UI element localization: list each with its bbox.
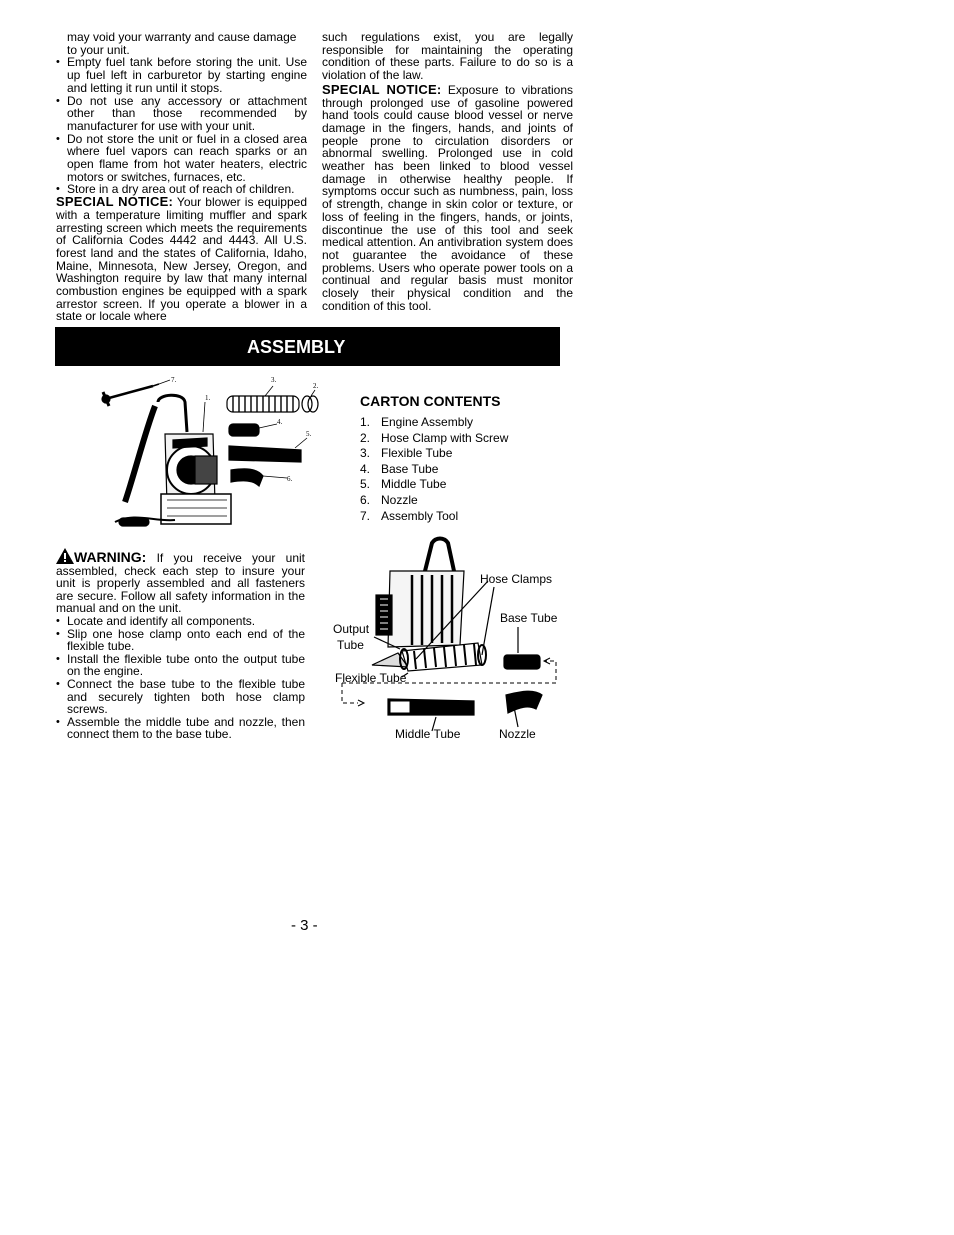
nozzle-icon — [231, 469, 263, 486]
engine-assembly-icon — [115, 395, 231, 526]
warning-block — [56, 548, 305, 741]
warning-text: If you receive your unit assembled, check each step to insure your unit is properly assembled and all fasteners are secure. Follow all safety information in the manual and on the unit. — [56, 551, 305, 616]
callout-label: 7. — [171, 376, 177, 384]
assembly-diagram — [328, 535, 568, 747]
base-tube-icon — [504, 655, 540, 669]
intro-line-2: to your unit. — [67, 42, 130, 57]
base-tube-icon — [229, 424, 259, 436]
right-column — [322, 31, 573, 312]
parts-illustration — [95, 372, 335, 534]
list-item: • Assemble the middle tube and nozzle, then connect them to the base tube. — [56, 716, 305, 741]
regulations-text: such regulations exist, you are legally responsible for maintaining the operating condition of these parts. Failure to do so is a violation of the law. — [322, 30, 573, 83]
list-item: 6. Nozzle — [360, 492, 418, 507]
flexible-tube-icon — [227, 396, 299, 412]
callout-label: 3. — [271, 376, 277, 384]
middle-tube-label: Middle Tube — [395, 727, 461, 741]
output-tube-label-line2: Tube — [337, 638, 364, 652]
special-notice-vibration — [322, 81, 573, 313]
special-notice-spark — [56, 196, 307, 323]
warning-paragraph — [56, 548, 305, 615]
callout-label: 1. — [205, 394, 211, 402]
output-tube-label-line1: Output — [333, 622, 370, 636]
section-header — [55, 327, 560, 366]
callout-label: 4. — [277, 418, 283, 426]
middle-tube-icon — [229, 446, 301, 462]
callout-label: 5. — [306, 430, 312, 438]
carton-contents — [360, 393, 560, 524]
callout-label: 6. — [287, 475, 293, 483]
hose-clamps-label: Hose Clamps — [480, 572, 553, 586]
list-item: • Locate and identify all components. — [56, 615, 305, 628]
list-item: 2. Hose Clamp with Screw — [360, 430, 509, 445]
list-item: 4. Base Tube — [360, 461, 439, 476]
special-notice-text: Exposure to vibrations through prolonged use of gasoline powered hand tools could cause blood vessel or nerve damage in the fingers, hands, and joints of people prone to circulation disorders or abnormal swelling. Prolonged use in cold weather has been linked to blood vessel damage in otherwise healthy people. If symptoms occur such as numbness, pain, loss of strength, change in skin color or texture, or loss of feeling in the fingers, hands, or joints, discontinue the use of this tool and seek medical attention. An antivibration system does not guarantee the avoidance of these problems. Users who operate power tools on a continual and regular basis must monitor closely their physical condition and the condition of this tool. — [322, 82, 573, 313]
special-notice-label: SPECIAL NOTICE: — [322, 81, 442, 97]
flexible-tube-label: Flexible Tube — [335, 671, 407, 685]
base-tube-label: Base Tube — [500, 611, 558, 625]
special-notice-label: SPECIAL NOTICE: — [56, 194, 173, 210]
list-item: 7. Assembly Tool — [360, 508, 459, 523]
hose-clamp-icon — [302, 396, 318, 412]
list-item: • Store in a dry area out of reach of children. — [56, 183, 307, 196]
storage-bullets — [56, 56, 307, 196]
callout-label: 2. — [313, 382, 319, 390]
section-title: ASSEMBLY — [247, 337, 346, 357]
special-notice-text: Your blower is equipped with a temperature limiting muffler and spark arresting screen which meets the requirements of California Codes 4442 and 4443. All U.S. forest land and the states of California, Idaho, Maine, Minnesota, New Jersey, Oregon, and Washington require by law that many internal combustion engines be equipped with a spark arrestor screen. If you operate a blower in a state or locale where — [56, 195, 307, 324]
list-item: • Slip one hose clamp onto each end of the flexible tube. — [56, 628, 305, 653]
carton-contents-list — [360, 415, 560, 524]
list-item: 3. Flexible Tube — [360, 446, 453, 461]
intro-line-1: may void your warranty and cause damage — [67, 30, 297, 44]
assembly-steps — [56, 615, 305, 741]
list-item: 5. Middle Tube — [360, 477, 447, 492]
warning-label: WARNING: — [74, 549, 147, 565]
list-item: • Empty fuel tank before storing the unit. Use up fuel left in carburetor by starting engine and letting it run until it stops. — [56, 56, 307, 94]
left-column — [56, 31, 307, 323]
list-item: 1. Engine Assembly — [360, 415, 474, 429]
flexible-tube-icon — [402, 643, 482, 671]
list-item: • Connect the base tube to the flexible tube and securely tighten both hose clamp screws. — [56, 678, 305, 716]
middle-tube-icon — [388, 699, 474, 715]
assembly-tool-icon — [102, 384, 159, 406]
nozzle-label: Nozzle — [499, 727, 536, 741]
list-item: • Do not use any accessory or attachment other than those recommended by manufacturer for use with your unit. — [56, 95, 307, 133]
list-item: • Install the flexible tube onto the output tube on the engine. — [56, 653, 305, 678]
assembly-diagram-drawing — [328, 535, 568, 747]
warning-icon — [56, 548, 74, 564]
nozzle-icon — [506, 691, 542, 713]
page-number: - 3 - — [291, 917, 318, 934]
carton-contents-title: CARTON CONTENTS — [360, 393, 501, 409]
list-item: • Do not store the unit or fuel in a closed area where fuel vapors can reach sparks or an open flame from hot water heaters, electric motors or switches, furnaces, etc. — [56, 133, 307, 184]
